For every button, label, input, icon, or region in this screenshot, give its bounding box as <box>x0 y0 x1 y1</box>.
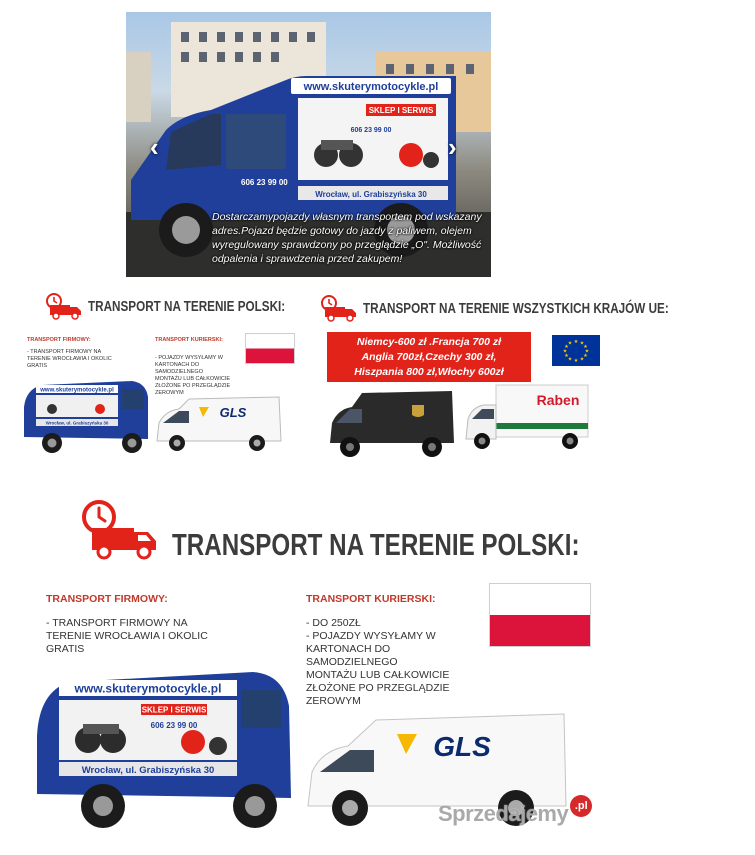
firm-transport-heading: TRANSPORT FIRMOWY: <box>27 337 91 343</box>
svg-text:★: ★ <box>583 353 588 359</box>
svg-text:★: ★ <box>573 358 579 364</box>
big-section-title: TRANSPORT NA TERENIE POLSKI: <box>172 527 580 562</box>
svg-text:★: ★ <box>564 353 569 359</box>
eu-flag <box>552 335 600 366</box>
gls-van-small <box>153 393 285 455</box>
delivery-truck-icon <box>82 500 162 560</box>
price-line: Niemcy-600 zł .Francja 700 zł <box>356 336 502 348</box>
van-address: Wrocław, ul. Grabiszyńska 30 <box>315 190 427 199</box>
raben-truck <box>462 383 590 455</box>
van-shop: SKLEP I SERWIS <box>141 705 207 715</box>
carousel-prev-arrow[interactable]: ‹ <box>150 132 159 162</box>
courier-transport-heading: TRANSPORT KURIERSKI: <box>155 337 223 343</box>
svg-text:★: ★ <box>564 344 569 350</box>
van-url: www.skuterymotocykle.pl <box>74 681 222 696</box>
svg-text:★: ★ <box>562 348 568 355</box>
svg-text:★: ★ <box>567 340 573 347</box>
firm-transport-text: - TRANSPORT FIRMOWY NA TERENIE WROCŁAWIA I OKOLIC GRATIS <box>27 349 112 369</box>
hero-photo <box>126 12 491 277</box>
svg-text:★: ★ <box>579 340 585 347</box>
van-address: Wrocław, ul. Grabiszyńska 30 <box>45 420 109 426</box>
transport-info-small <box>18 285 669 470</box>
van-door-phone: 606 23 99 00 <box>241 178 288 187</box>
hero-caption: Dostarczamypojazdy własnym transportem pod wskazany adres.Pojazd będzie gotowy do jazdy z paliwem, olejem wyregulowany sprawdzony po przeglądzie „O". Możliwość odpalenia i sprawdzenia przed zakupem! <box>212 211 482 265</box>
price-line: Hiszpania 800 zł,Włochy 600zł <box>354 366 504 378</box>
poland-header <box>46 293 341 319</box>
van-phone: 606 23 99 00 <box>350 127 392 134</box>
watermark <box>438 801 592 827</box>
ups-van <box>328 387 458 461</box>
svg-text:★: ★ <box>567 356 573 363</box>
big-firm-transport-text: - TRANSPORT FIRMOWY NA TERENIE WROCŁAWIA I OKOLIC GRATIS <box>46 617 208 655</box>
eu-header <box>321 295 755 321</box>
van-shop: SKLEP I SERWIS <box>368 106 434 115</box>
section-title: TRANSPORT NA TERENIE WSZYSTKICH KRAJÓW UE: <box>363 299 669 317</box>
big-courier-transport-text: - DO 250ZŁ - POJAZDY WYSYŁAMY W KARTONACH DO SAMODZIELNEGO MONTAŻU LUB CAŁKOWICIE ZŁOŻONE PO PRZEGLĄDZIE ZEROWYM <box>306 617 450 707</box>
big-firm-transport-heading: TRANSPORT FIRMOWY: <box>46 593 168 605</box>
van-url: www.skuterymotocykle.pl <box>303 81 439 93</box>
poland-flag <box>245 333 295 364</box>
watermark-badge: .pl <box>570 795 592 817</box>
gls-logo: GLS <box>433 731 491 762</box>
company-van-large <box>33 666 295 832</box>
eu-prices-box <box>327 332 531 382</box>
price-line: Anglia 700zł,Czechy 300 zł, <box>361 351 497 363</box>
watermark-text: Sprzedajemy <box>438 801 569 826</box>
svg-text:★: ★ <box>573 339 579 345</box>
section-title: TRANSPORT NA TERENIE POLSKI: <box>88 297 286 315</box>
van-address: Wrocław, ul. Grabiszyńska 30 <box>81 765 215 776</box>
big-poland-header <box>82 497 694 563</box>
poland-flag-large <box>489 583 591 647</box>
van-phone: 606 23 99 00 <box>150 721 198 730</box>
svg-text:★: ★ <box>579 356 585 363</box>
delivery-truck-icon <box>46 293 84 319</box>
company-van-small <box>22 377 152 455</box>
gls-logo: GLS <box>219 405 247 420</box>
carousel-next-arrow[interactable]: › <box>448 132 457 162</box>
svg-text:★: ★ <box>584 348 590 355</box>
raben-logo: Raben <box>536 392 580 408</box>
big-courier-transport-heading: TRANSPORT KURIERSKI: <box>306 593 436 605</box>
delivery-truck-icon <box>321 295 359 321</box>
van-url: www.skuterymotocykle.pl <box>40 387 114 394</box>
courier-transport-text: - POJAZDY WYSYŁAMY W KARTONACH DO SAMODZIELNEGO MONTAŻU LUB CAŁKOWICIE ZŁOŻONE PO PRZEGLĄDZIE ZEROWYM <box>155 355 231 396</box>
svg-text:★: ★ <box>583 344 588 350</box>
